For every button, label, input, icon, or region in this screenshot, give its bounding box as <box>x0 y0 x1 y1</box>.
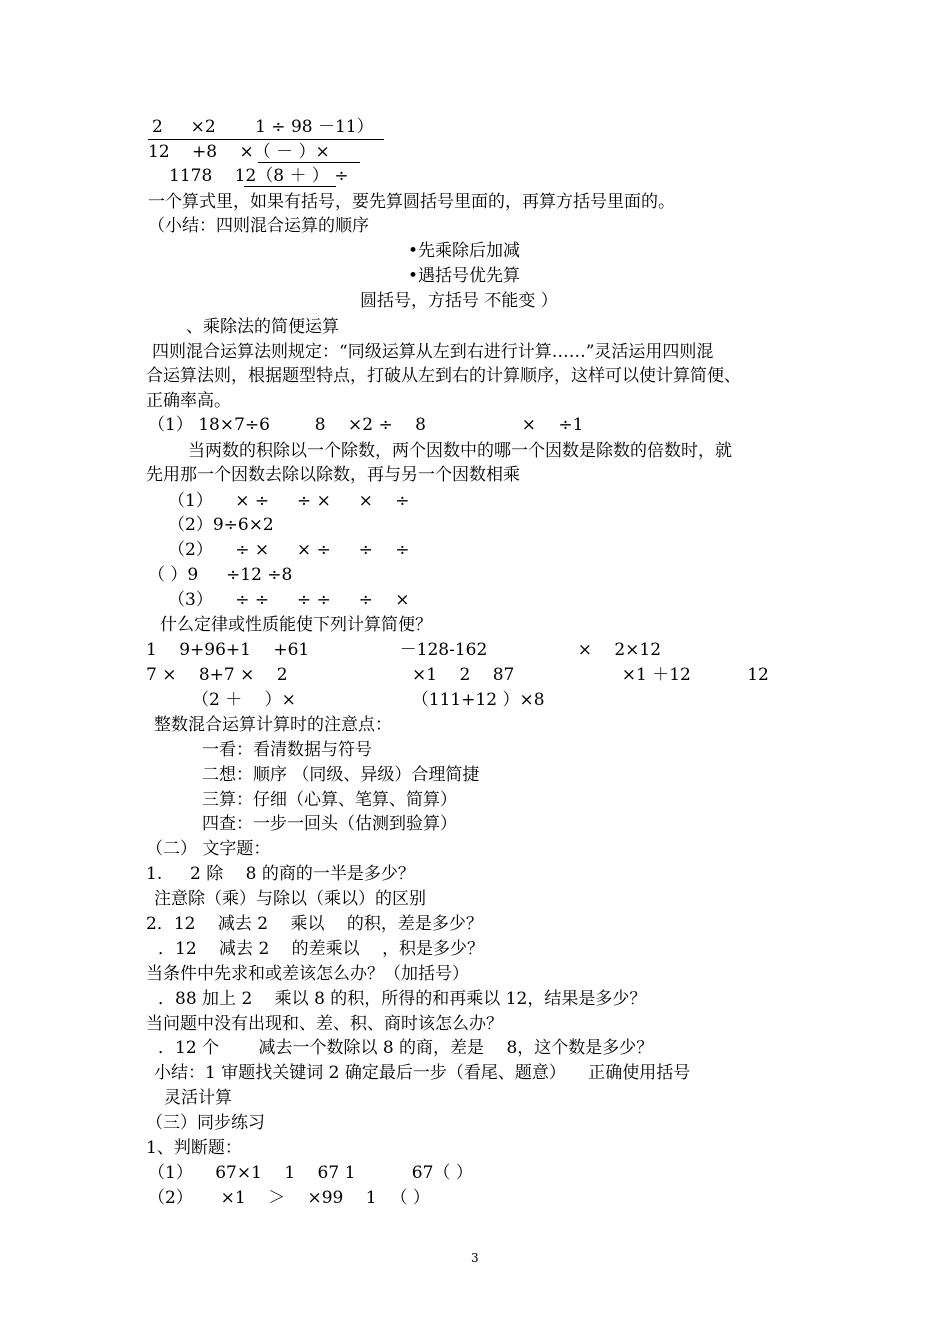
math-line: 12 +8 ×（ － ）× <box>148 142 330 162</box>
text-line: 整数混合运算计算时的注意点： <box>154 715 392 735</box>
math-line: 2 ×2 1 ÷ 98 －11） <box>152 117 374 137</box>
text-line: 四则混合运算法则规定：“同级运算从左到右进行计算……”灵活运用四则混 <box>152 342 714 362</box>
text-line: 灵活计算 <box>164 1088 232 1108</box>
math-line: （3） ÷ ÷ ÷ ÷ ÷ × <box>168 590 410 610</box>
section-heading: 、乘除法的简便运算 <box>186 317 339 337</box>
text-line: ．88 加上 2 乘以 8 的积，所得的和再乘以 12，结果是多少？ <box>158 989 647 1009</box>
page-number: 3 <box>471 1251 479 1265</box>
text-line: 先用那一个因数去除以除数，再与另一个因数相乘 <box>146 465 520 485</box>
math-line: 1178 12（8 ＋ ） ÷ <box>152 166 349 186</box>
text-line: 正确率高。 <box>146 391 231 411</box>
text-line: 2．12 减去 2 乘以 的积，差是多少？ <box>146 914 483 934</box>
bullet-line: •先乘除后加减 <box>408 241 521 261</box>
math-line: （2）9÷6×2 <box>168 515 274 535</box>
text-line: 1. 2 除 8 的商的一半是多少？ <box>146 864 415 884</box>
text-line: 一个算式里，如果有括号，要先算圆括号里面的，再算方括号里面的。 <box>148 192 675 212</box>
text-line: 什么定律或性质能使下列计算简便？ <box>160 615 432 635</box>
section-heading: （二） 文字题： <box>146 839 271 859</box>
section-heading: （三）同步练习 <box>146 1113 265 1133</box>
text-line: 合运算法则，根据题型特点，打破从左到右的计算顺序，这样可以使计算简便、 <box>146 366 741 386</box>
text-line: ．12 减去 2 的差乘以 ，积是多少？ <box>158 939 485 959</box>
text-line: （小结：四则混合运算的顺序 <box>148 216 369 236</box>
math-line: （2 ＋ ）× （111+12 ）×8 <box>192 690 545 710</box>
fraction-bar <box>148 139 384 140</box>
text-line: 当两数的积除以一个除数，两个因数中的哪一个因数是除数的倍数时，就 <box>188 441 732 461</box>
text-line: 一看：看清数据与符号 <box>202 740 372 760</box>
text-line: 三算：仔细（心算、笔算、简算） <box>202 790 457 810</box>
text-line: 二想：顺序 （同级、异级）合理简捷 <box>202 765 480 785</box>
math-line: （2） ÷ × × ÷ ÷ ÷ <box>168 540 410 560</box>
text-line: 圆括号，方括号 不能变 ） <box>360 291 558 311</box>
text-line: 当问题中没有出现和、差、积、商时该怎么办？ <box>146 1014 503 1034</box>
bullet-line: •遇括号优先算 <box>408 266 521 286</box>
math-line: （1） × ÷ ÷ × × ÷ <box>168 491 410 511</box>
text-line: 四查：一步一回头（估测到验算） <box>202 814 457 834</box>
text-line: ．12 个 减去一个数除以 8 的商，差是 8，这个数是多少？ <box>158 1038 654 1058</box>
math-line: 7 × 8+7 × 2 ×1 2 87 ×1 ＋12 12 <box>146 665 769 685</box>
math-line: 1 9+96+1 +61 －128-162 × 2×12 <box>146 640 662 660</box>
math-line: （1） 67×1 1 67 1 67（ ） <box>148 1163 473 1183</box>
text-line: 1、判断题： <box>146 1138 242 1158</box>
text-line: 当条件中先求和或差该怎么办？（加括号） <box>146 964 469 984</box>
text-line: 小结：1 审题找关键词 2 确定最后一步（看尾、题意） 正确使用括号 <box>154 1063 691 1083</box>
text-line: 注意除（乘）与除以（乘以）的区别 <box>154 889 426 909</box>
math-line: （ ）9 ÷12 ÷8 <box>148 565 293 585</box>
math-line: （1） 18×7÷6 8 ×2 ÷ 8 × ÷1 <box>148 415 584 435</box>
math-line: （2） ×1 ＞ ×99 1 （ ） <box>148 1188 430 1208</box>
